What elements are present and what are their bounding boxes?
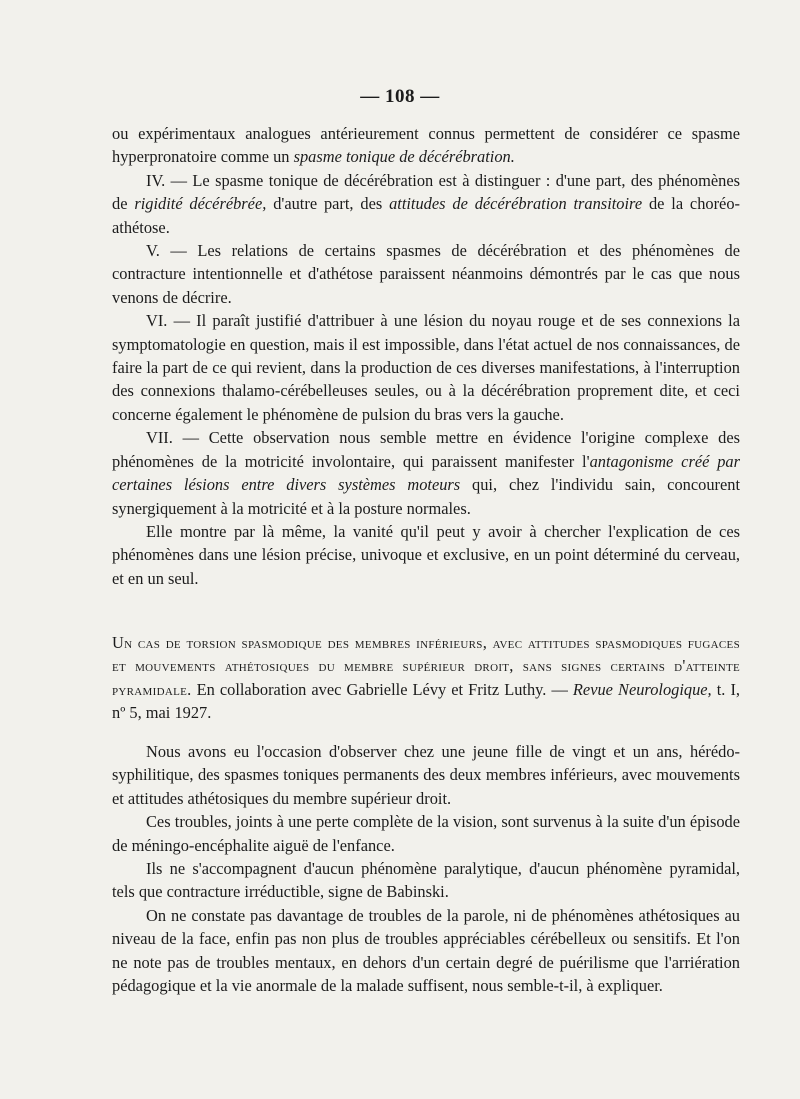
emphasis: spasme tonique de décérébration. (293, 147, 515, 167)
emphasis: attitudes de décérébration transitoire (389, 194, 643, 214)
paragraph-vii (112, 426, 740, 520)
paragraph-continuation (112, 122, 740, 169)
paragraph: Ils ne s'accompagnent d'aucun phénomène paralytique, d'aucun phénomène pyramidal, tels que contracture irréductible, signe de Babinski. (112, 859, 740, 902)
collaboration: En collaboration avec Gabrielle Lévy et Fritz Luthy. — (191, 679, 573, 699)
text: qui, chez l'individu sain, concourent synergiquement à la motricité et à la posture normales. (112, 475, 740, 518)
bibliography-heading (112, 631, 740, 725)
case-summary (112, 740, 740, 997)
paragraph: On ne constate pas davantage de troubles de la parole, ni de phénomènes athétosiques au niveau de la face, enfin pas non plus de troubles appréciables cérébelleux ou sensitifs. Et l'on ne note pas de troubles mentaux, en dehors d'un certain degré de puérilisme que l'arriération pédagogique et la vie anormale de la malade suffisent, nous semble-t-il, à expliquer. (112, 905, 740, 996)
emphasis: antagonisme créé par certaines lésions entre divers systèmes moteurs (112, 451, 740, 495)
text: VII. — Cette observation nous semble mettre en évidence l'origine complexe des phénomènes de la motricité involontaire, qui paraissent manifester l' (112, 428, 740, 471)
paragraph-v: V. — Les relations de certains spasmes de décérébration et des phénomènes de contracture intentionnelle et d'athétose paraissent néanmoins démontrés par le cas que nous venons de décrire. (112, 241, 740, 307)
article-reference (112, 631, 740, 725)
text: ou expérimentaux analogues antérieurement connus permettent de considérer ce spasme hyperpronatoire comme un (112, 124, 740, 167)
text: d'autre part, des (266, 194, 390, 214)
paragraph: Ces troubles, joints à une perte complète de la vision, sont survenus à la suite d'un épisode de méningo-encéphalite aiguë de l'enfance. (112, 812, 740, 855)
article-title: Un cas de torsion spasmodique des membres inférieurs, avec attitudes spasmodiques fugaces et mouvements athétosiques du membre supérieur droit, sans signes certains d'atteinte pyramidale. (112, 633, 740, 699)
journal-name: Revue Neurologique, (572, 679, 712, 699)
paragraph-vi: VI. — Il paraît justifié d'attribuer à une lésion du noyau rouge et de ses connexions la symptomatologie en question, mais il est impossible, dans l'état actuel de nos connaissances, de faire la part de ce qui revient, dans la production de ces diverses manifestations, à l'interruption des connexions thalamo-cérébelleuses seules, ou à la décérébration proprement dite, et ceci concerne également le phénomène de pulsion du bras vers la gauche. (112, 311, 740, 424)
paragraph-iv (112, 169, 740, 239)
paragraph-final: Elle montre par là même, la vanité qu'il peut y avoir à chercher l'explication de ces phénomènes dans une lésion précise, univoque et exclusive, en un point déterminé du cerveau, et en un seul. (112, 521, 740, 588)
journal-ref: t. I, nº 5, mai 1927. (112, 679, 740, 723)
text: de la choréo-athétose. (112, 194, 740, 237)
page-number: — 108 — (360, 86, 440, 107)
text: IV. — Le spasme tonique de décérébration est à distinguer : d'une part, des phénomènes de (112, 170, 740, 214)
conclusions-block (112, 122, 740, 590)
paragraph: Nous avons eu l'occasion d'observer chez une jeune fille de vingt et un ans, hérédo-syphilitique, des spasmes toniques permanents des deux membres inférieurs, avec mouvements et attitudes athétosiques du membre supérieur droit. (112, 742, 740, 808)
emphasis: rigidité décérébrée, (134, 194, 267, 214)
